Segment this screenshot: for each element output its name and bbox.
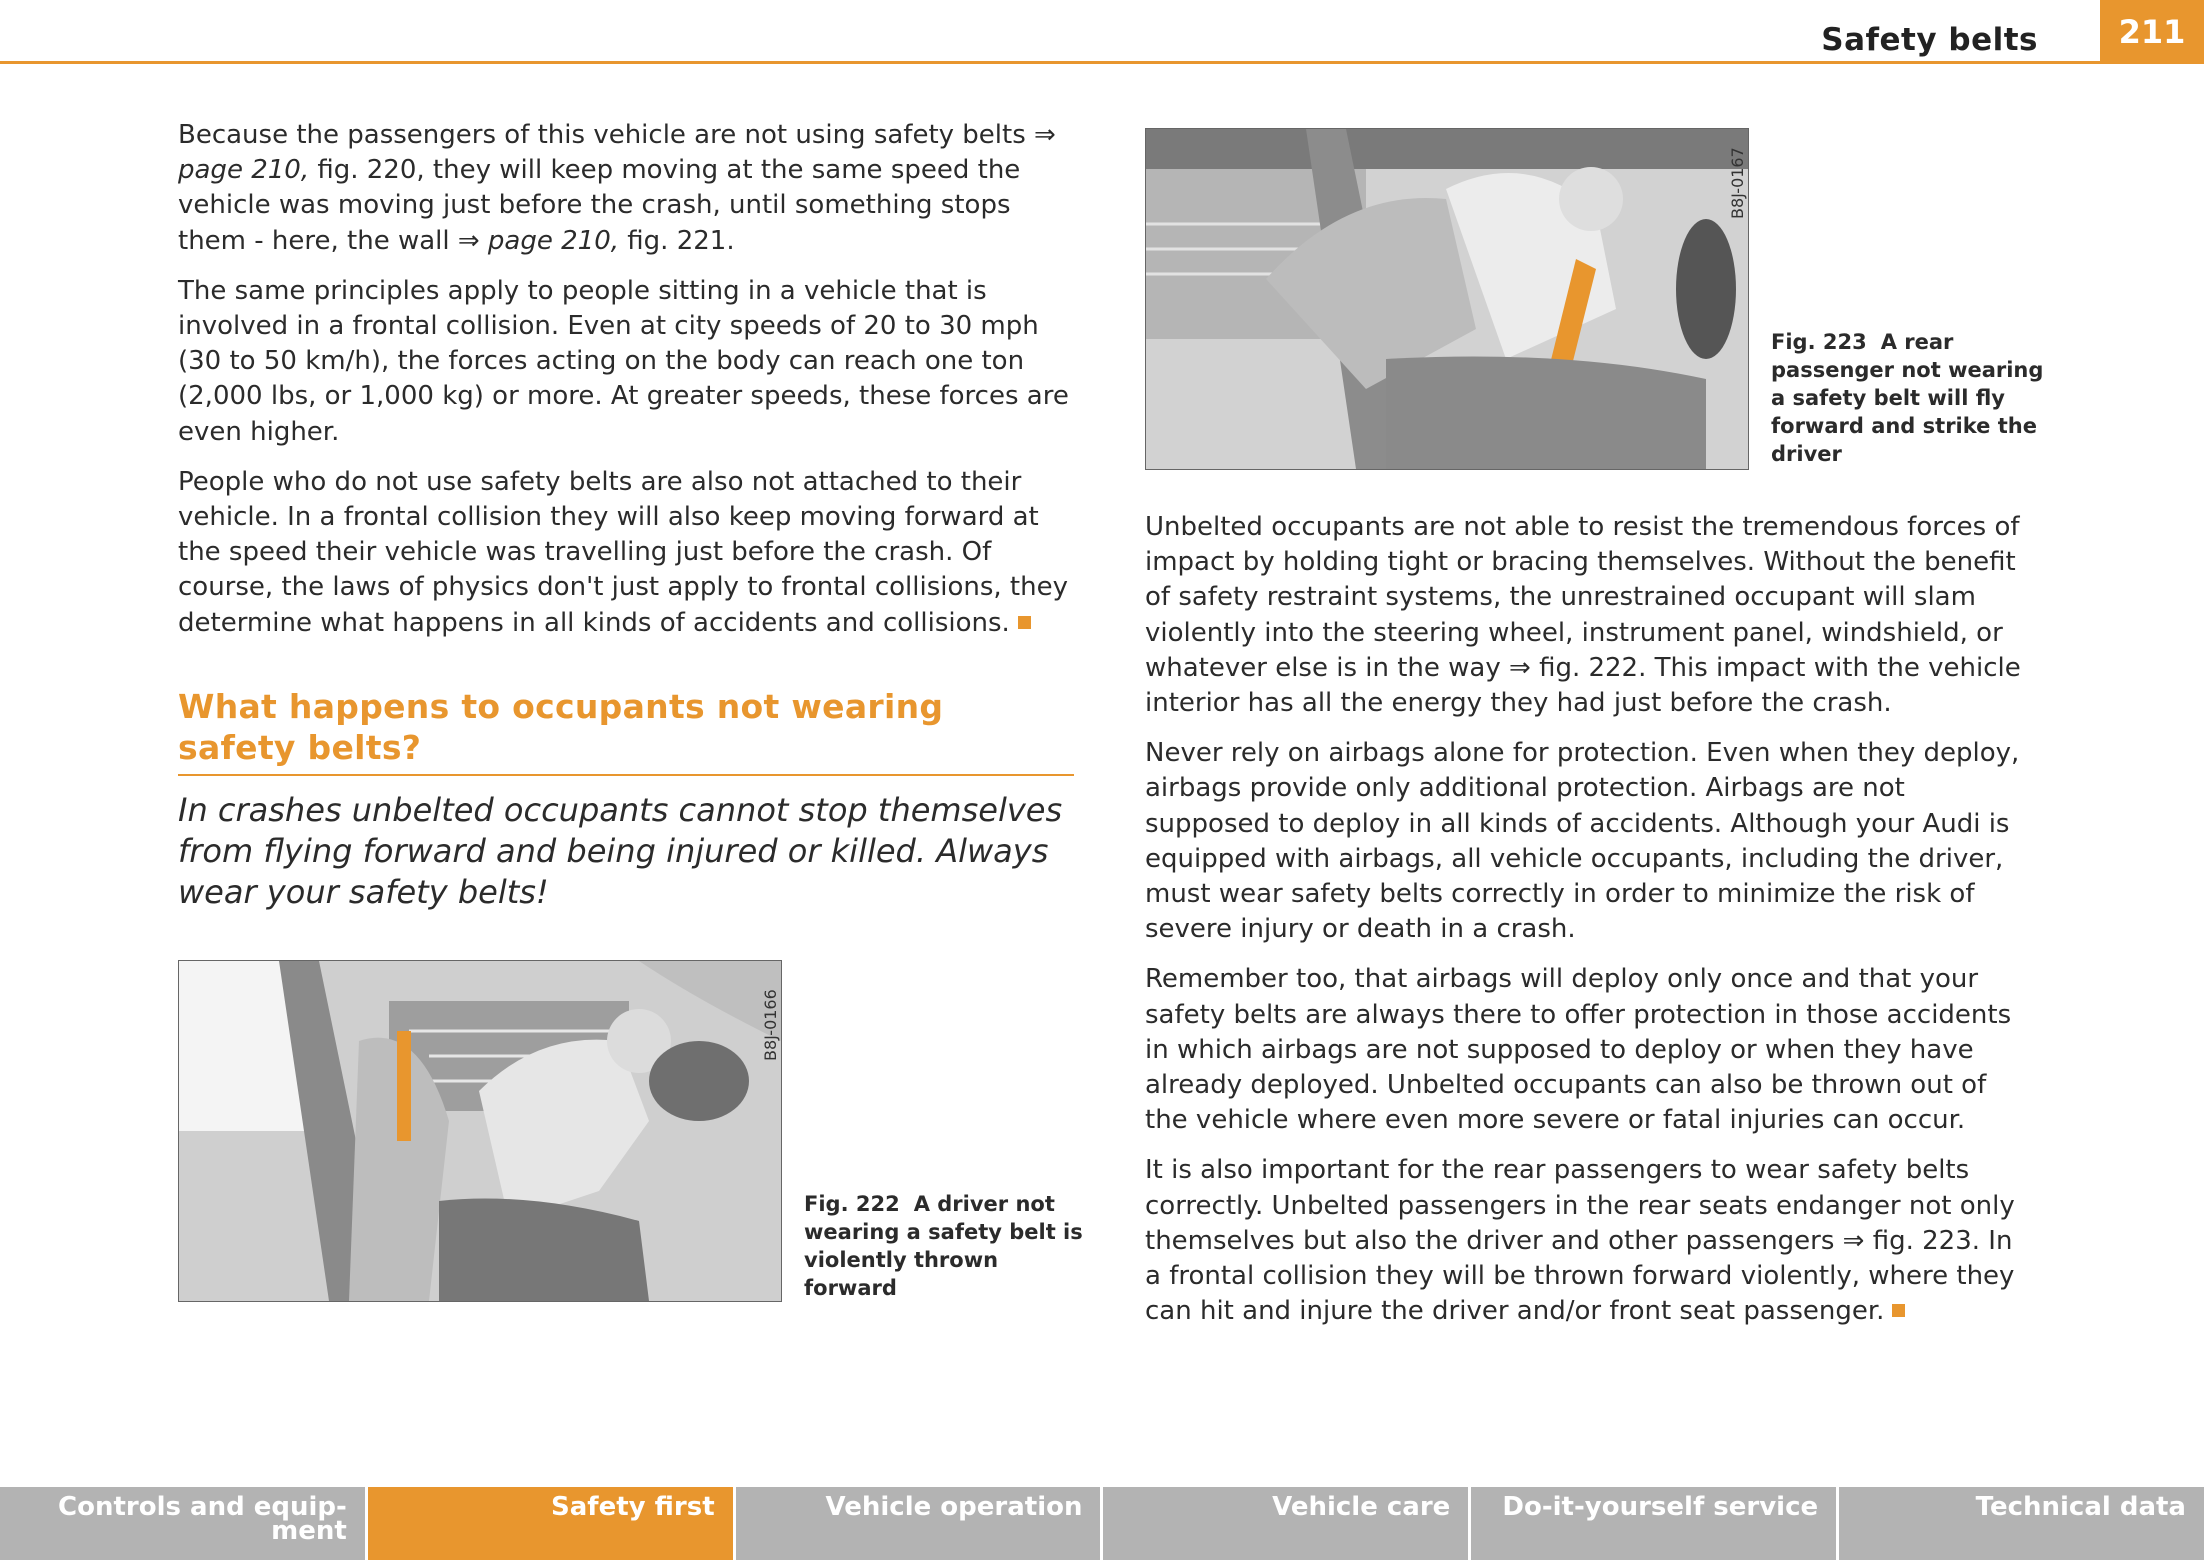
end-of-section-marker [1892,1304,1905,1317]
figure-223-illustration [1145,128,1749,470]
paragraph: Unbelted occupants are not able to resist the tremendous forces of impact by holding tight or bracing themselves. Without the benefit of safety restraint systems, the unrestrained occupant will slam violently into the steering wheel, instrument panel, windshield, or whatever else is in the way ⇒ fig. 222. This impact with the vehicle interior has all the energy they had just before the crash. [1145,512,2021,719]
page-number: 211 [2100,0,2204,64]
caption-text: A rear passenger not wearing a safety belt will fly forward and strike the driver [1771,330,2044,466]
paragraph: Never rely on airbags alone for protection. Even when they deploy, airbags provide only additional protection. Airbags are not supposed to deploy in all kinds of accidents. Although your Audi is equipped with airbags, all vehicle occupants, including the driver, must wear safety belts correctly in order to minimize the risk of severe injury or death in a crash. [1145,738,2020,945]
figure-code: B8J-0167 [1728,147,1747,219]
end-of-section-marker [1018,616,1031,629]
right-column [1145,510,2035,1344]
section-divider [178,774,1074,776]
left-column [178,118,1070,913]
driver-crash-illustration [179,961,781,1301]
header-rule [0,61,2204,64]
tab-vehicle-operation[interactable]: Vehicle operation [736,1487,1104,1560]
paragraph: The same principles apply to people sitting in a vehicle that is involved in a frontal collision. Even at city speeds of 20 to 30 mph (30 to 50 km/h), the forces acting on the body can reach one ton (2,000 lbs, or 1,000 kg) or more. At greater speeds, these forces are even higher. [178,275,1069,447]
tab-vehicle-care[interactable]: Vehicle care [1103,1487,1471,1560]
page-reference-link[interactable]: page 210, [487,225,620,256]
caption-text: A driver not wearing a safety belt is violently thrown forward [804,1192,1083,1300]
section-heading: What happens to occupants not wearing safety belts? [178,686,944,767]
paragraph: Remember too, that airbags will deploy only once and that your safety belts are always there to offer protection in those accidents in which airbags are not supposed to deploy or when they have already deployed. Unbelted occupants can also be thrown out of the vehicle where even more severe or fatal injuries can occur. [1145,964,2012,1136]
figure-223-caption [1771,328,2051,468]
figure-222-illustration [178,960,782,1302]
figure-222-caption [804,1190,1094,1302]
figure-number: Fig. 222 [804,1192,900,1216]
tab-technical-data[interactable]: Technical data [1839,1487,2204,1560]
rear-passenger-crash-illustration [1146,129,1748,469]
figure-number: Fig. 223 [1771,330,1867,354]
chapter-navigation [0,1487,2204,1560]
section-intro: In crashes unbelted occupants cannot stop themselves from flying forward and being injured or killed. Always wear your safety belts! [178,790,1063,911]
tab-safety-first[interactable]: Safety first [368,1487,736,1560]
tab-controls-and-equipment[interactable]: Controls and equip- ment [0,1487,368,1560]
paragraph: It is also important for the rear passengers to wear safety belts correctly. Unbelted passengers in the rear seats endanger not only themselves but also the driver and other passengers ⇒ fig. 223. In a frontal collision they will be thrown forward violently, where they can hit and injure the driver and/or front seat passenger. [1145,1155,2015,1327]
paragraph: Because the passengers of this vehicle are not using safety belts ⇒ page 210, fig. 220, they will keep moving at the same speed the vehicle was moving just before the crash, until something stops them - here, the wall ⇒ page 210, fig. 221. [178,120,1056,256]
page-title: Safety belts [1821,22,2038,58]
paragraph: People who do not use safety belts are also not attached to their vehicle. In a frontal collision they will also keep moving forward at the speed their vehicle was travelling just before the crash. Of course, the laws of physics don't just apply to frontal collisions, they determine what happens in all kinds of accidents and collisions. [178,466,1068,638]
page-reference-link[interactable]: page 210, [178,155,310,186]
figure-code: B8J-0166 [761,989,780,1061]
tab-do-it-yourself-service[interactable]: Do-it-yourself service [1471,1487,1839,1560]
